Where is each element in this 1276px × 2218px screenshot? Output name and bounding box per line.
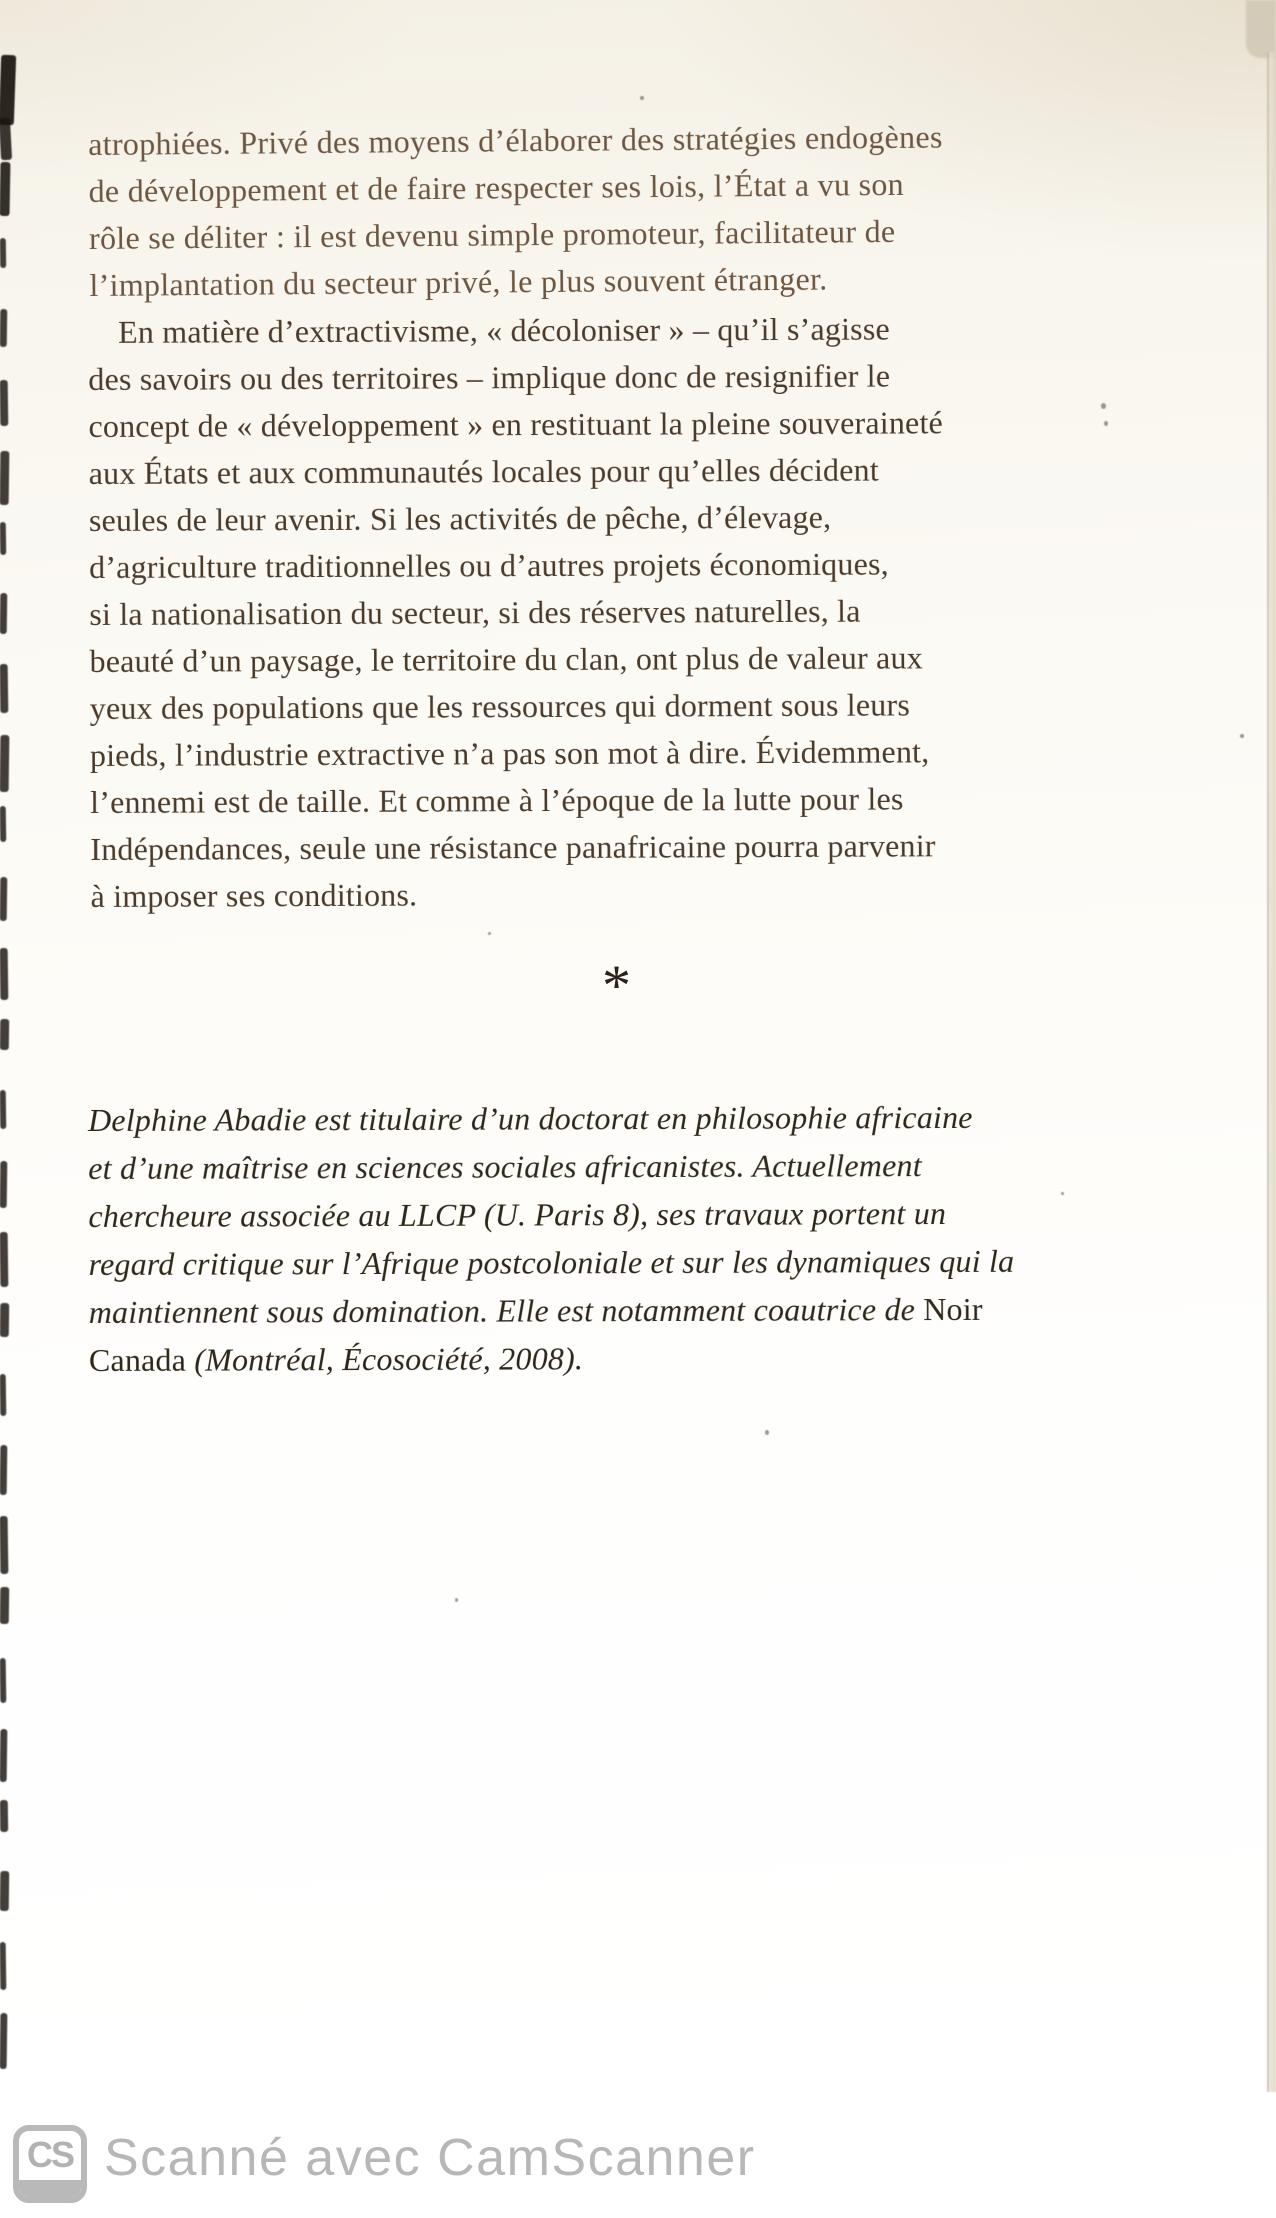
binding-mark bbox=[0, 1374, 6, 1416]
text-line: atrophiées. Privé des moyens d’élaborer des stratégies endogènes bbox=[88, 118, 943, 162]
bio-italic-text: regard critique sur l’Afrique postcoloniale et sur les dynamiques qui la bbox=[88, 1242, 1015, 1282]
camscanner-logo-letters: CS bbox=[26, 2134, 73, 2175]
paragraph-continuation bbox=[88, 114, 944, 309]
text-line: l’ennemi est de taille. Et comme à l’époque de la lutte pour les bbox=[90, 780, 904, 820]
camscanner-logo-base bbox=[19, 2180, 81, 2197]
text-line: rôle se déliter : il est devenu simple promoteur, facilitateur de bbox=[88, 212, 896, 256]
scan-speck bbox=[1240, 734, 1244, 738]
binding-mark bbox=[0, 1658, 6, 1703]
bio-italic-text: Delphine Abadie est titulaire d’un doctorat en philosophie africaine bbox=[88, 1098, 973, 1138]
text-line: d’agriculture traditionnelles ou d’autres projets économiques, bbox=[89, 545, 889, 585]
binding-mark bbox=[0, 948, 8, 1000]
text-line: concept de « développement » en restituant la pleine souveraineté bbox=[88, 404, 944, 444]
binding-mark bbox=[0, 1942, 6, 1990]
text-line: à imposer ses conditions. bbox=[90, 876, 418, 914]
scan-speck bbox=[1101, 403, 1106, 409]
page-edge-line bbox=[1267, 52, 1269, 2092]
binding-mark bbox=[0, 1800, 8, 1832]
binding-mark bbox=[0, 2013, 7, 2069]
text-line bbox=[89, 1285, 1015, 1336]
binding-mark bbox=[0, 118, 12, 161]
page-edge-strip bbox=[1269, 52, 1276, 2092]
binding-mark bbox=[0, 162, 10, 216]
scan-speck bbox=[1061, 1192, 1064, 1195]
binding-mark bbox=[0, 1445, 7, 1495]
bio-italic-text: maintiennent sous domination. Elle est notamment coautrice de bbox=[88, 1291, 924, 1330]
binding-mark bbox=[0, 1871, 9, 1911]
text-line: yeux des populations que les ressources qui dorment sous leurs bbox=[89, 686, 911, 726]
scan-speck bbox=[488, 932, 491, 935]
text-line: En matière d’extractivisme, « décoloniser » – qu’il s’agisse bbox=[118, 310, 890, 350]
camscanner-logo-icon bbox=[13, 2125, 87, 2203]
scan-speck bbox=[765, 1430, 769, 1435]
text-line: l’implantation du secteur privé, le plus souvent étranger. bbox=[89, 260, 828, 303]
binding-mark bbox=[0, 1516, 8, 1574]
binding-mark bbox=[0, 1161, 7, 1208]
text-line bbox=[88, 1093, 1014, 1144]
binding-mark bbox=[0, 1303, 9, 1337]
scan-speck bbox=[455, 1598, 458, 1602]
bio-book-title: Noir bbox=[923, 1290, 983, 1328]
binding-mark bbox=[0, 1090, 6, 1129]
binding-mark bbox=[0, 309, 7, 347]
text-line: si la nationalisation du secteur, si des réserves naturelles, la bbox=[89, 592, 861, 632]
text-line bbox=[88, 1189, 1014, 1240]
scan-speck bbox=[640, 96, 644, 100]
binding-mark bbox=[0, 1232, 8, 1287]
text-line: Indépendances, seule une résistance panafricaine pourra parvenir bbox=[90, 827, 936, 867]
author-bio bbox=[88, 1093, 1015, 1384]
binding-mark bbox=[0, 593, 7, 634]
text-line: de développement et de faire respecter ses lois, l’État a vu son bbox=[88, 165, 905, 209]
binding-mark bbox=[0, 451, 9, 505]
watermark-label: Scanné avec CamScanner bbox=[104, 2129, 756, 2187]
text-line bbox=[89, 1333, 1015, 1384]
bio-book-title: Canada bbox=[88, 1341, 195, 1378]
bio-italic-text: (Montréal, Écosociété, 2008). bbox=[194, 1340, 584, 1378]
text-line: des savoirs ou des territoires – implique donc de resignifier le bbox=[88, 357, 891, 397]
binding-mark bbox=[0, 55, 16, 125]
binding-mark bbox=[0, 380, 8, 426]
bio-italic-text: chercheure associée au LLCP (U. Paris 8), ses travaux portent un bbox=[88, 1195, 947, 1234]
text-line bbox=[88, 1141, 1014, 1192]
text-line: pieds, l’industrie extractive n’a pas son mot à dire. Évidemment, bbox=[89, 733, 930, 773]
bio-italic-text: et d’une maîtrise en sciences sociales africanistes. Actuellement bbox=[88, 1147, 922, 1186]
binding-mark bbox=[0, 1729, 7, 1782]
binding-mark bbox=[0, 1019, 9, 1050]
page-edge-corner bbox=[1246, 0, 1276, 58]
text-line: seules de leur avenir. Si les activités de pêche, d’élevage, bbox=[88, 498, 832, 538]
binding-mark bbox=[0, 806, 6, 842]
binding-mark bbox=[0, 664, 8, 713]
binding-mark bbox=[0, 735, 9, 792]
text-line: aux États et aux communautés locales pour qu’elles décident bbox=[88, 451, 880, 491]
binding-mark bbox=[0, 522, 6, 555]
binding-mark bbox=[0, 877, 7, 921]
text-line bbox=[89, 1237, 1015, 1288]
paragraph-extractivisme bbox=[88, 305, 945, 920]
binding-mark bbox=[0, 238, 6, 268]
section-separator-asterisk: * bbox=[602, 953, 631, 1018]
text-line: beauté d’un paysage, le territoire du clan, ont plus de valeur aux bbox=[89, 639, 923, 679]
binding-mark bbox=[0, 1587, 9, 1624]
scan-speck bbox=[1104, 421, 1108, 426]
camscanner-watermark-bar bbox=[0, 2096, 1276, 2218]
